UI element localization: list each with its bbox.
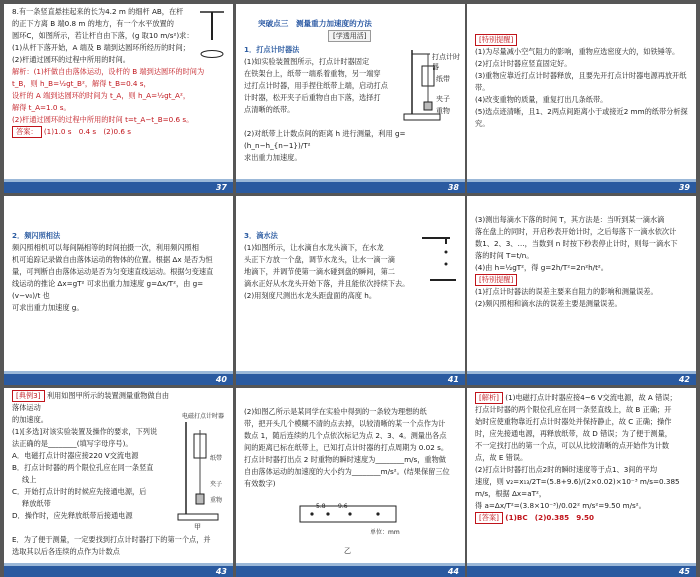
text-line: 设杆的 A 端到达圆环的时间为 t_A，则 h_A=½gt_A²，: [12, 91, 191, 100]
option-a: A．电磁打点计时器应接220 V交流电源: [12, 451, 139, 460]
page-number: 39: [678, 183, 690, 192]
figure-label: 纸带: [436, 75, 450, 83]
example-tag: [典例3]: [12, 390, 45, 402]
text-line: (2)杆通过圆环的过程中所用的时间。: [12, 55, 130, 64]
text-line: 落的时间 T=t/n。: [475, 251, 534, 260]
option-d: D．操作时，应先释放纸带后接通电源: [12, 511, 133, 520]
text-line: 法正确的是________(填写字母序号)。: [12, 439, 133, 448]
figure-label: 夹子: [436, 95, 450, 103]
slide-43-text: [12, 390, 173, 522]
text-line: 的正下方离 B 端0.8 m 的地方，有一个水平放置的: [12, 19, 174, 28]
text-line: (2)杆通过圆环的过程中所用的时间 t=t_A−t_B=0.6 s。: [12, 115, 194, 124]
slide-38[interactable]: [236, 4, 465, 193]
text-line: 速度，则 v₂=x₁₃/2T=(5.8+9.6)/(2×0.02)×10⁻³ m/s=0.385 m/s，根据 Δx=aT²，: [475, 477, 680, 498]
slide-40-footer: [4, 374, 233, 385]
remark-tag: [特别提醒]: [475, 34, 517, 46]
figure-label: 夹子: [210, 481, 223, 488]
analysis-tag: [解析]: [475, 392, 503, 404]
slide-43[interactable]: [4, 388, 233, 577]
text-line: 解得 t_A=1.0 s。: [12, 103, 71, 112]
tape-unit: 单位：mm: [370, 529, 400, 536]
text-line: (1)[多选]对该实验装置及操作的要求，下列说: [12, 427, 158, 436]
text-line: 在铁架台上，纸带一端系着重物，另一端穿: [244, 69, 381, 78]
text-line: (2)如图乙所示是某同学在实验中得到的一条较为理想的纸: [244, 407, 427, 416]
option-b-cont: 线上: [22, 475, 37, 484]
text-line: 过打点计时器，用手捏住纸带上端，启动打点: [244, 81, 388, 90]
page-number: 42: [678, 375, 690, 384]
text-line: (3)重物应靠近打点计时器释放，且要先开打点计时器电源再放开纸带。: [475, 71, 687, 92]
text-line: 可求出重力加速度 g。: [12, 303, 84, 312]
tape-value: 5.8: [316, 503, 326, 510]
slide-41[interactable]: [236, 196, 465, 385]
text-line: (1)电磁打点计时器应接4~6 V交流电源，故 A 错误；: [505, 393, 677, 402]
slide-38-text-2: [244, 128, 457, 164]
text-line: 带，把开头几个模糊不清的点去掉，以较清晰的某一个点作为计: [244, 419, 446, 428]
slide-39-text: [475, 34, 688, 130]
slide-44[interactable]: [236, 388, 465, 577]
answer-text: (1)BC (2)0.385 9.50: [505, 513, 595, 522]
text-line: 点，故 E 错误。: [475, 453, 528, 462]
text-line: (2)用刻度尺测出水龙头距盘面的高度 h。: [244, 291, 377, 300]
tape-value: 9.6: [338, 503, 348, 510]
text-line: (1)为尽量减小空气阻力的影响，重物应选密度大的，如铁锤等。: [475, 47, 680, 56]
text-line: 始时应使重物靠近打点计时器处并保持静止，故 C 正确；操作: [475, 417, 672, 426]
slide-38-footer: [236, 182, 465, 193]
slide-39[interactable]: [467, 4, 696, 193]
page-number: 37: [215, 183, 227, 192]
answer-label: 答案：: [12, 126, 42, 138]
page-number: 45: [678, 567, 690, 576]
text-line: 时，应先接通电源，再释放纸带，故 D 错误；为了便于测量，: [475, 429, 672, 438]
text-line: 频闪照相机可以每间隔相等的时间拍摄一次，利用频闪照相: [12, 243, 199, 252]
page-number: 38: [447, 183, 459, 192]
slide-40[interactable]: [4, 196, 233, 385]
slide-43-footer: [4, 566, 233, 577]
slide-44-footer: [236, 566, 465, 577]
figure-label: 纸带: [210, 455, 223, 462]
slide-45-text: [475, 392, 688, 524]
text-line: 机可追踪记录做自由落体运动的物体的位置。根据 Δx 是否为恒: [12, 255, 213, 264]
text-line: (1)打点计时器法的误差主要来自阻力的影响和测量误差。: [475, 287, 658, 296]
answer-text: (1)1.0 s 0.4 s (2)0.6 s: [43, 127, 131, 136]
slide-43-text-2: [12, 534, 225, 558]
text-line: 8.有一条竖直悬挂起来的长为4.2 m 的细杆 AB，在杆: [12, 7, 184, 16]
figure-label: 电磁打点计时器: [182, 413, 225, 420]
text-line: (1)如实验装置图所示，打点计时器固定: [244, 57, 370, 66]
option-e: E．为了便于测量，一定要找到打点计时器打下的第一个点，并: [12, 535, 211, 544]
slide-37-text: [12, 6, 225, 138]
text-line: 圆环C，如图所示，若让杆自由下落，(g 取10 m/s²)求：: [12, 31, 194, 40]
method-heading: 1．打点计时器法: [244, 45, 300, 54]
text-line: (2)对纸带上计数点间的距离 h 进行测量，利用 g=(h_n−h_{n−1})/T²: [244, 129, 406, 150]
text-line: 求出重力加速度。: [244, 153, 302, 162]
slide-39-footer: [467, 182, 696, 193]
figure-label: 重物: [210, 497, 223, 504]
page-number: 40: [215, 375, 227, 384]
faucet-drip-figure: [416, 232, 460, 292]
slide-38-text: [244, 44, 395, 116]
text-line: 自由落体运动的加速度的大小约为________m/s²。(结果保留三位: [244, 467, 450, 476]
text-line: t_B，则 h_B=½gt_B²，解得 t_B=0.4 s，: [12, 79, 151, 88]
text-line: (4)改变重物的质量，重复打出几条纸带。: [475, 95, 608, 104]
paper-tape-figure: [298, 500, 398, 528]
text-line: 线运动的推论 Δx=gT² 可求出重力加速度 g=Δx/T²，由 g=(v−v₀)/t 也: [12, 279, 204, 300]
slide-41-footer: [236, 374, 465, 385]
text-line: (1)如图所示，让水滴自水龙头滴下，在水龙: [244, 243, 384, 252]
slide-37[interactable]: [4, 4, 233, 193]
remark-tag: [特别提醒]: [475, 274, 517, 286]
text-line: (2)打点计时器打出点2时的瞬时速度等于点1、3间的平均: [475, 465, 658, 474]
text-line: 点清晰的纸带。: [244, 105, 295, 114]
section-title: 突破点三 测量重力加速度的方法: [258, 19, 372, 28]
page-number: 43: [215, 567, 227, 576]
figure-label: 重物: [436, 107, 450, 115]
option-e-cont: 选取其以后各连续的点作为计数点: [12, 547, 120, 556]
text-line: 不一定找打出的第一个点，可以从比较清晰的点开始作为计数: [475, 441, 670, 450]
slide-37-footer: [4, 182, 233, 193]
slide-41-text: [244, 230, 415, 302]
page-number: 44: [447, 567, 459, 576]
text-line: 数点 1，随后连续的几个点依次标记为点 2、3、4。测量出各点: [244, 431, 447, 440]
slide-40-text: [12, 230, 225, 314]
figure-caption: 乙: [344, 547, 351, 555]
text-line: (4)由 h=½gT²，得 g=2h/T²=2n²h/t²。: [475, 263, 608, 272]
slide-42-footer: [467, 374, 696, 385]
slide-42-text: [475, 214, 688, 310]
slide-45[interactable]: [467, 388, 696, 577]
apparatus-figure: [172, 416, 228, 526]
learn-tag: [学透用活]: [328, 30, 371, 42]
page-number: 41: [447, 375, 459, 384]
text-line: 打点计时器的两个限位孔应在同一条竖直线上，故 B 正确；开: [475, 405, 672, 414]
slide-42[interactable]: [467, 196, 696, 385]
answer-label: [答案]: [475, 512, 503, 524]
figure-label: 打点计时器: [432, 53, 460, 71]
text-line: 得 a=Δx/T²=(3.8×10⁻³)/0.02² m/s²=9.50 m/s²。: [475, 501, 646, 510]
text-line: 间的距离已标在纸带上，已知打点计时器的打点周期为 0.02 s。: [244, 443, 449, 452]
text-line: (2)频闪照相和滴水法的误差主要是测量误差。: [475, 299, 622, 308]
text-line: (2)打点计时器应竖直固定好。: [475, 59, 572, 68]
text-line: 的加速度。: [12, 415, 48, 424]
text-line: (1)从杆下落开始，A 端及 B 端到达圆环所经历的时间；: [12, 43, 190, 52]
text-line: 计时器，松开夹子后重物自由下落，选择打: [244, 93, 381, 102]
figure-caption: 甲: [194, 523, 201, 531]
text-line: 有效数字): [244, 479, 276, 488]
text-line: (5)选点迹清晰，且1、2两点间距离小于或接近2 mm的纸带分析探究。: [475, 107, 688, 128]
text-line: 打点计时器打出点 2 时重物的瞬时速度为________m/s，重物做: [244, 455, 446, 464]
text-line: 利用如图甲所示的装置测量重物做自由落体运动: [12, 391, 170, 412]
slide-45-footer: [467, 566, 696, 577]
option-c: C．开始打点计时的时候应先接通电源，后: [12, 487, 147, 496]
text-line: 解析：(1)杆做自由落体运动，设杆的 B 端到达圆环的时间为: [12, 67, 205, 76]
option-b: B．打点计时器的两个限位孔应在同一条竖直: [12, 463, 154, 472]
text-line: (3)测出每滴水下落的时间 T，其方法是：当听到某一滴水滴: [475, 215, 665, 224]
method-heading: 3．滴水法: [244, 231, 278, 240]
method-heading: 2．频闪照相法: [12, 231, 61, 240]
text-line: 地滴下，并调节使第一滴水碰到盘的瞬间，第二: [244, 267, 395, 276]
option-c-cont: 释放纸带: [22, 499, 51, 508]
text-line: 头正下方放一个盘，调节水龙头，让水一滴一滴: [244, 255, 395, 264]
text-line: 量，可判断自由落体运动是否为匀变速直线运动。根据匀变速直: [12, 267, 214, 276]
slide-44-text: [244, 406, 457, 490]
text-line: 数1、2、3、…，当数到 n 时按下秒表停止计时，则每一滴水下: [475, 239, 678, 248]
text-line: 滴水正好从水龙头开始下落，并且能依次持续下去。: [244, 279, 410, 288]
rod-ring-figure: [196, 10, 228, 62]
text-line: 落在盘上的同时，开启秒表开始计时，之后每落下一滴水依次计: [475, 227, 677, 236]
